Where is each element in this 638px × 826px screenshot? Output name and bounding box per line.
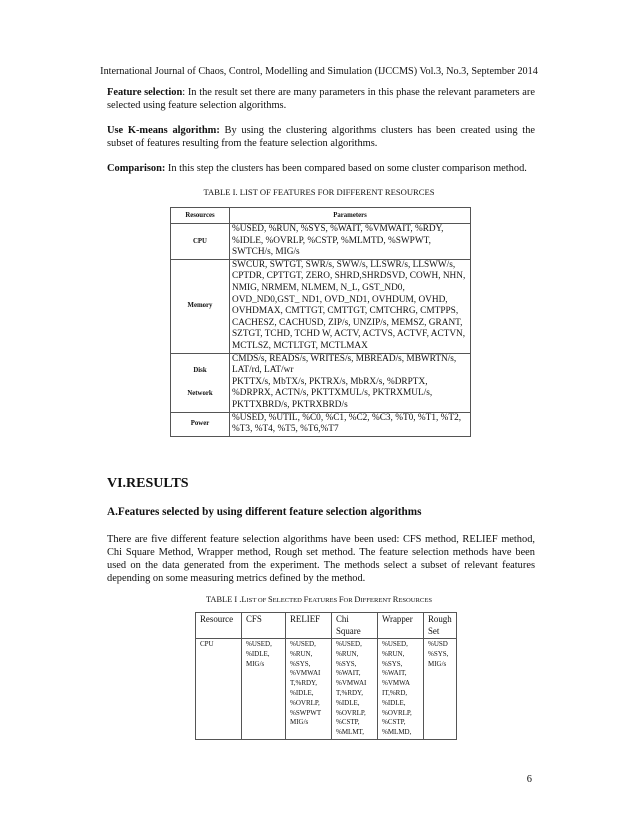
caption-part: EATURES: [308, 597, 339, 604]
table-row: [171, 412, 471, 436]
resource-memory: Memory: [171, 259, 230, 353]
table-row: [171, 224, 471, 260]
cpu-parameters: %USED, %RUN, %SYS, %WAIT, %VMWAIT, %RDY, %IDLE, %OVRLP, %CSTP, %MLMTD, %SWPWT, SWTCH/s, MIG/s: [230, 224, 471, 260]
relief-cell: %USED, %RUN, %SYS, %VMWAI T,%RDY, %IDLE, %OVRLP, %SWPWT MIG/s: [286, 639, 332, 740]
subsection-heading: A.Features selected by using different feature selection algorithms: [107, 506, 422, 518]
caption-part: IST OF: [246, 597, 268, 604]
kmeans-lead: Use K-means algorithm:: [107, 125, 220, 136]
page-number: 6: [526, 774, 532, 785]
selected-features-table: [195, 612, 457, 740]
results-paragraph: There are five different feature selection algorithms have been used: CFS method, RELIEF method, Chi Square Method, Wrapper method, Rough set method. The feature selection methods have been used on the data generated from the experiment. The methods select a subset of relevant features depending on some measuring metrics defined by the method.: [107, 534, 535, 584]
disk-parameters: CMDS/s, READS/s, WRITES/s, MBREAD/s, MBWRTN/s, LAT/rd, LAT/wr: [232, 353, 457, 376]
cpu-resource-cell: CPU: [196, 639, 242, 740]
resource-gap: [173, 377, 227, 388]
table2-header-chi-square: Chi Square: [332, 613, 378, 639]
comparison-paragraph: [107, 162, 535, 175]
chi-square-cell: %USED, %RUN, %SYS, %WAIT, %VMWAI T,%RDY, %IDLE, %OVRLP, %CSTP, %MLMT,: [332, 639, 378, 740]
caption-part: TABLE I .L: [205, 595, 247, 604]
table2-header-resource: Resource: [196, 613, 242, 639]
rough-set-cell: %USD %SYS, MIG/s: [424, 639, 457, 740]
caption-part: OR: [343, 597, 355, 604]
resource-cpu: CPU: [171, 224, 230, 260]
features-table: [170, 207, 471, 437]
resource-disk: Disk: [193, 367, 207, 375]
wrapper-cell: %USED, %RUN, %SYS, %WAIT, %VMWA IT,%RD, %IDLE, %OVRLP, %CSTP, %MLMD,: [378, 639, 424, 740]
cfs-cell: %USED, %IDLE, MIG/s: [242, 639, 286, 740]
feature-selection-paragraph: [107, 86, 535, 112]
kmeans-paragraph: [107, 124, 535, 150]
table-row: [171, 259, 471, 353]
table-row: [171, 353, 471, 412]
table2-header-rough-set: Rough Set: [424, 613, 457, 639]
caption-part: D: [354, 595, 361, 604]
table1-header-parameters: Parameters: [230, 208, 471, 224]
table2-header-row: [196, 613, 457, 639]
resource-power: Power: [171, 412, 230, 436]
network-parameters: PKTTX/s, MbTX/s, PKTRX/s, MbRX/s, %DRPTX, %DRPRX, ACTN/s, PKTTXMUL/s, PKTRXMUL/s, PKTTXBRD/s, PKTRXBRD/s: [232, 376, 433, 410]
caption-part: F: [303, 595, 309, 604]
caption-part: ELECTED: [272, 597, 304, 604]
table2-header-wrapper: Wrapper: [378, 613, 424, 639]
resource-disk-network: [171, 353, 230, 412]
caption-part: R: [392, 595, 399, 604]
power-parameters: %USED, %UTIL, %C0, %C1, %C2, %C3, %T0, %T1, %T2, %T3, %T4, %T5, %T6,%T7: [230, 412, 471, 436]
caption-part: IFFERENT: [360, 597, 393, 604]
memory-parameters: SWCUR, SWTGT, SWR/s, SWW/s, LLSWR/s, LLSWW/s, CPTDR, CPTTGT, ZERO, SHRD,SHRDSVD, COWH, NHN, NMIG, NRMEM, NLMEM, N_L, GST_ND0, OVD_ND0,GST_ ND1, OVD_ND1, OVHDUM, OVHD, OVHDMAX, CMTTGT, CMTTGT, CMTCHRG, CMTPPS, CACHESZ, CACHUSD, ZIP/s, UNZIP/s, MEMSZ, GRANT, SZTGT, TCHD, TCHD W, ACTV, ACTVS, ACTVF, ACTVN, MCTLSZ, MCTLTGT, MCTLMAX: [230, 259, 471, 353]
table-row: [196, 639, 457, 740]
table2-header-relief: RELIEF: [286, 613, 332, 639]
table1-caption: TABLE I. LIST OF FEATURES FOR DIFFERENT RESOURCES: [203, 187, 435, 197]
feature-selection-lead: Feature selection: [107, 87, 183, 98]
caption-part: S: [267, 595, 273, 604]
table2-header-cfs: CFS: [242, 613, 286, 639]
table1-header-resources: Resources: [171, 208, 230, 224]
disk-network-parameters: [230, 353, 471, 412]
kmeans-text: By using the clustering algorithms clusters has been created using the subset of features resulting from the feature selection algorithms.: [107, 125, 535, 149]
table1-header-row: [171, 208, 471, 224]
table2-caption: [0, 595, 638, 604]
resource-network: Network: [187, 390, 213, 398]
comparison-lead: Comparison:: [107, 163, 166, 174]
journal-header: International Journal of Chaos, Control, Modelling and Simulation (IJCCMS) Vol.3, No.3, September 2014: [100, 66, 538, 77]
comparison-text: In this step the clusters has been compared based on some cluster comparison method.: [165, 163, 527, 174]
feature-selection-text: : In the result set there are many parameters in this phase the relevant parameters are selected using feature selection algorithms.: [107, 87, 535, 111]
caption-part: ESOURCES: [398, 597, 433, 604]
section-heading: VI.RESULTS: [107, 476, 189, 491]
caption-part: F: [338, 595, 344, 604]
